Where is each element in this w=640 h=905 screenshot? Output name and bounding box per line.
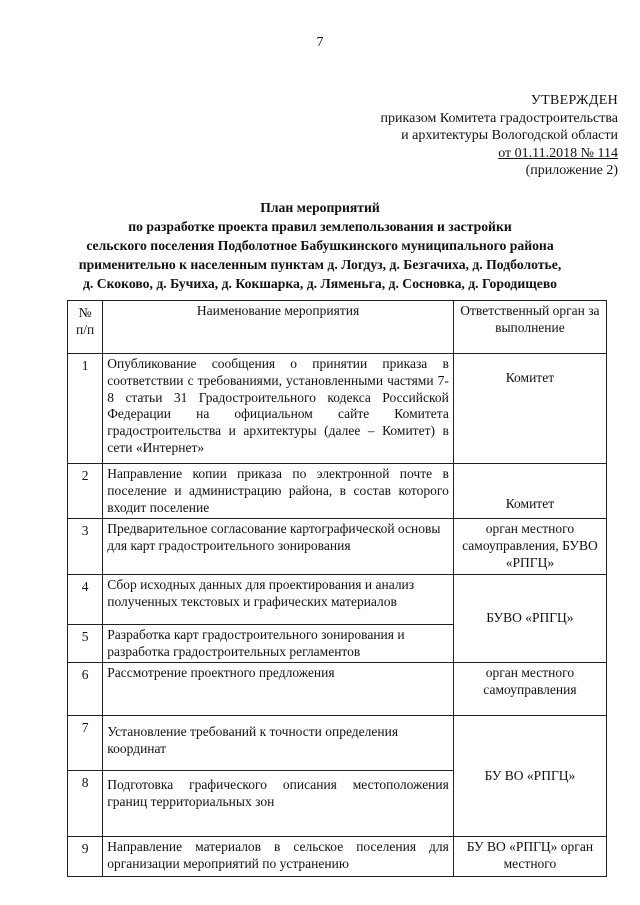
header-responsible: Ответственный орган за выполнение (453, 301, 606, 354)
row-activity: Разработка карт градостроительного зонирования и разработка градостроительных регламентов (103, 624, 454, 663)
approval-title: УТВЕРЖДЕН (530, 93, 618, 108)
row-responsible: Комитет (453, 464, 606, 519)
table-header-row (68, 301, 607, 354)
approval-order-number: от 01.11.2018 № 114 (498, 145, 618, 161)
plan-title-line-2: по разработке проекта правил землепользования и застройки (128, 219, 512, 234)
table-row (68, 716, 607, 771)
row-responsible: БУВО «РПГЦ» (453, 574, 606, 663)
table-row (68, 574, 607, 624)
row-responsible: БУ ВО «РПГЦ» (453, 716, 606, 837)
row-activity: Сбор исходных данных для проектирования и анализ полученных текстовых и графических материалов (103, 574, 454, 624)
row-number: 4 (68, 574, 103, 624)
plan-title-line-5: д. Скоково, д. Бучиха, д. Кокшарка, д. Ляменьга, д. Сосновка, д. Городищево (82, 276, 558, 291)
row-number: 5 (68, 624, 103, 663)
row-number: 1 (68, 354, 103, 464)
plan-title-line-4: применительно к населенным пунктам д. Логдуз, д. Безгачиха, д. Подболотье, (78, 257, 562, 272)
table-row (68, 837, 607, 877)
header-activity: Наименование мероприятия (103, 301, 454, 354)
row-number: 7 (68, 716, 103, 771)
table-row (68, 354, 607, 464)
page-number: 7 (316, 35, 324, 50)
plan-title-line-1: План мероприятий (260, 200, 380, 215)
approval-line-1: приказом Комитета градостроительства (380, 110, 618, 126)
table-row (68, 464, 607, 519)
row-number: 9 (68, 837, 103, 877)
row-number: 6 (68, 663, 103, 716)
row-activity: Рассмотрение проектного предложения (103, 663, 454, 716)
row-responsible: Комитет (453, 354, 606, 464)
approval-line-2: и архитектуры Вологодской области (401, 128, 618, 143)
row-activity: Подготовка графического описания местоположения границ территориальных зон (103, 771, 454, 837)
row-activity: Опубликование сообщения о принятии приказа в соответствии с требованиями, установленными частями 7-8 статьи 31 Градостроительного кодекса Российской Федерации на официальном сайте Комитета градостроительства и архитектуры (далее – Комитет) в сети «Интернет» (103, 354, 454, 464)
header-number: № п/п (68, 301, 103, 354)
row-activity: Направление материалов в сельское поселения для организации мероприятий по устранению (103, 837, 454, 877)
row-number: 2 (68, 464, 103, 519)
row-number: 3 (68, 519, 103, 574)
row-responsible: орган местного самоуправления (453, 663, 606, 716)
row-responsible: БУ ВО «РПГЦ» орган местного (453, 837, 606, 877)
row-responsible: орган местного самоуправления, БУВО «РПГЦ» (453, 519, 606, 574)
row-activity: Установление требований к точности определения координат (103, 716, 454, 771)
table-row (68, 663, 607, 716)
approval-block (298, 92, 618, 180)
plan-title-line-3: сельского поселения Подболотное Бабушкинского муниципального района (86, 238, 554, 253)
row-activity: Предварительное согласование картографической основы для карт градостроительного зонирования (103, 519, 454, 574)
row-activity: Направление копии приказа по электронной почте в поселение и администрацию района, в состав которого входит поселение (103, 464, 454, 519)
approval-appendix: (приложение 2) (525, 163, 618, 178)
table-row (68, 519, 607, 574)
row-number: 8 (68, 771, 103, 837)
plan-title (0, 198, 640, 293)
plan-table (67, 300, 607, 877)
